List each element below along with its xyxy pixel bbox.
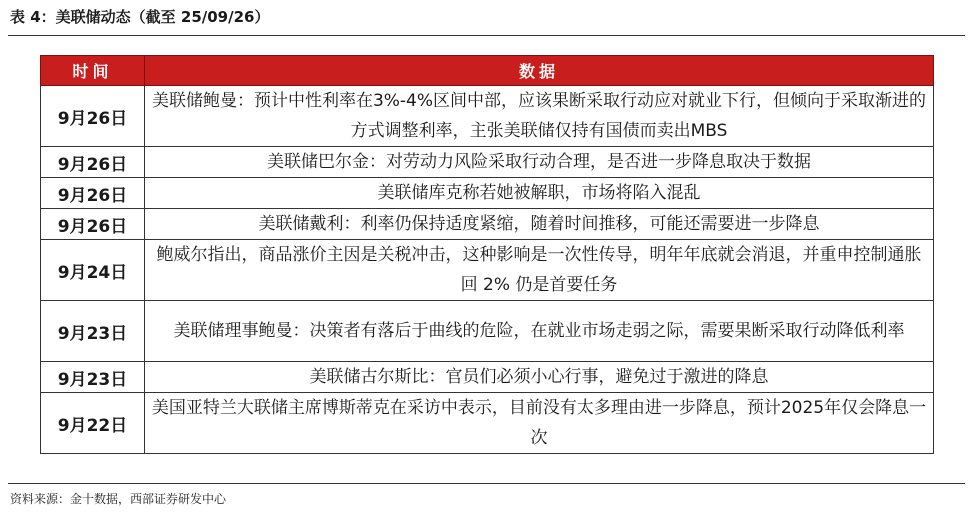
text-cell: 美国亚特兰大联储主席博斯蒂克在采访中表示，目前没有太多理由进一步降息，预计2025年仅会降息一次 xyxy=(145,393,934,454)
table-row xyxy=(41,393,934,454)
fed-news-table xyxy=(40,55,934,454)
table-row xyxy=(41,86,934,147)
table-header-row xyxy=(41,56,934,86)
text-cell: 美联储鲍曼：预计中性利率在3%-4%区间中部，应该果断采取行动应对就业下行，但倾向于采取渐进的方式调整利率，主张美联储仅持有国债而卖出MBS xyxy=(145,86,934,147)
header-time: 时间 xyxy=(41,56,145,86)
date-cell: 9月26日 xyxy=(41,86,145,147)
text-cell: 美联储古尔斯比：官员们必须小心行事，避免过于激进的降息 xyxy=(145,362,934,393)
date-cell: 9月26日 xyxy=(41,147,145,178)
text-cell: 美联储理事鲍曼：决策者有落后于曲线的危险，在就业市场走弱之际，需要果断采取行动降低利率 xyxy=(145,301,934,362)
text-cell: 美联储库克称若她被解职，市场将陷入混乱 xyxy=(145,178,934,209)
source-divider xyxy=(8,483,965,484)
table-row xyxy=(41,362,934,393)
date-cell: 9月23日 xyxy=(41,301,145,362)
table-row xyxy=(41,209,934,240)
date-cell: 9月24日 xyxy=(41,240,145,301)
date-cell: 9月22日 xyxy=(41,393,145,454)
text-cell: 鲍威尔指出，商品涨价主因是关税冲击，这种影响是一次性传导，明年年底就会消退，并重申控制通胀回 2% 仍是首要任务 xyxy=(145,240,934,301)
table-row xyxy=(41,178,934,209)
text-cell: 美联储戴利：利率仍保持适度紧缩，随着时间推移，可能还需要进一步降息 xyxy=(145,209,934,240)
table-row xyxy=(41,240,934,301)
date-cell: 9月26日 xyxy=(41,209,145,240)
source-note: 资料来源：金十数据，西部证券研发中心 xyxy=(10,492,227,506)
date-cell: 9月26日 xyxy=(41,178,145,209)
text-cell: 美联储巴尔金：对劳动力风险采取行动合理，是否进一步降息取决于数据 xyxy=(145,147,934,178)
title-divider xyxy=(8,35,965,36)
page-title: 表 4：美联储动态（截至 25/09/26） xyxy=(10,8,270,26)
header-data: 数据 xyxy=(145,56,934,86)
table-row xyxy=(41,147,934,178)
table-row xyxy=(41,301,934,362)
date-cell: 9月23日 xyxy=(41,362,145,393)
